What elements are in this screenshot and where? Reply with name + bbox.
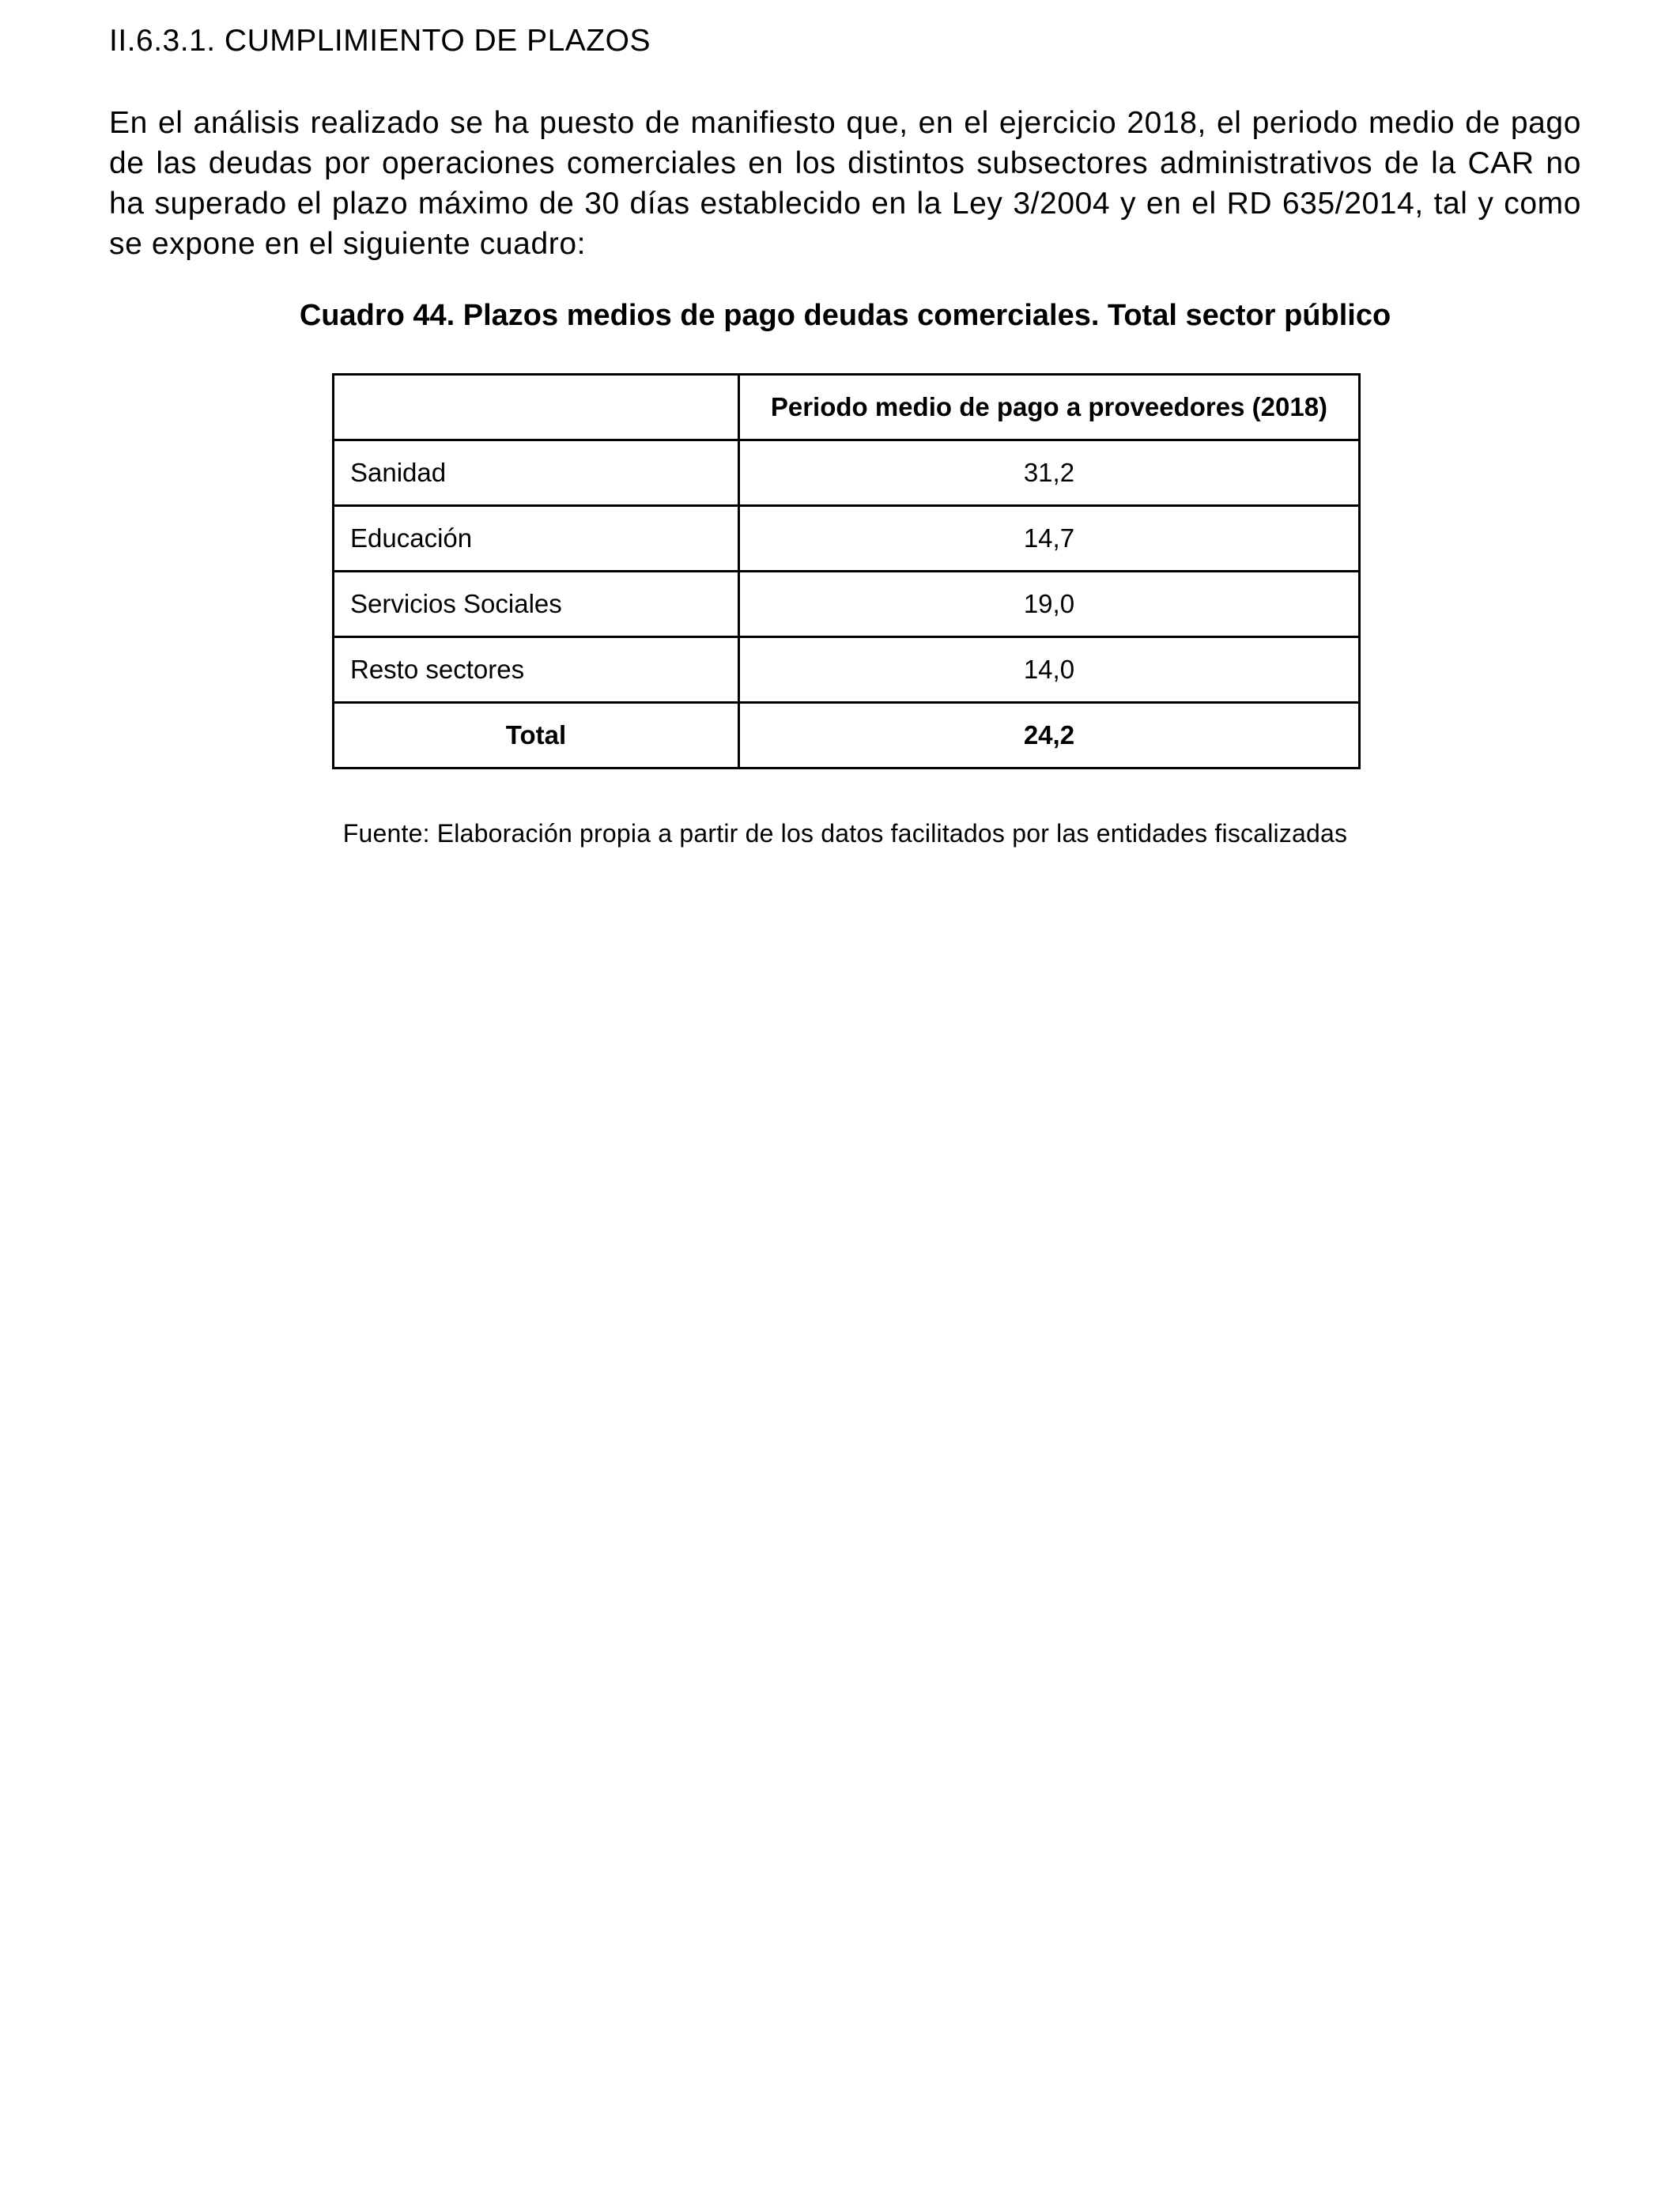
total-label-cell: Total	[334, 703, 739, 768]
header-cell-period: Periodo medio de pago a proveedores (2018)	[738, 375, 1359, 440]
payment-period-table	[332, 373, 1361, 769]
section-heading: II.6.3.1. CUMPLIMIENTO DE PLAZOS	[109, 24, 651, 58]
sector-cell: Resto sectores	[334, 637, 739, 703]
table-caption: Cuadro 44. Plazos medios de pago deudas comerciales. Total sector público	[299, 299, 1391, 332]
value-cell: 19,0	[738, 572, 1359, 637]
table-total-row	[334, 703, 1360, 768]
sector-cell: Servicios Sociales	[334, 572, 739, 637]
source-note: Fuente: Elaboración propia a partir de los datos facilitados por las entidades fiscalizadas	[342, 819, 1348, 848]
table-row	[334, 440, 1360, 506]
value-cell: 14,0	[738, 637, 1359, 703]
total-value-cell: 24,2	[738, 703, 1359, 768]
sector-cell: Educación	[334, 506, 739, 572]
table-row	[334, 637, 1360, 703]
value-cell: 14,7	[738, 506, 1359, 572]
value-cell: 31,2	[738, 440, 1359, 506]
table-row	[334, 506, 1360, 572]
header-cell-empty	[334, 375, 739, 440]
table-row	[334, 572, 1360, 637]
intro-paragraph: En el análisis realizado se ha puesto de manifiesto que, en el ejercicio 2018, el periodo medio de pago de las deudas por operaciones comerciales en los distintos subsectores administrativos de la CAR no ha superado el plazo máximo de 30 días establecido en la Ley 3/2004 y en el RD 635/2014, tal y como se expone en el siguiente cuadro:	[109, 106, 1581, 261]
sector-cell: Sanidad	[334, 440, 739, 506]
table-header-row	[334, 375, 1360, 440]
